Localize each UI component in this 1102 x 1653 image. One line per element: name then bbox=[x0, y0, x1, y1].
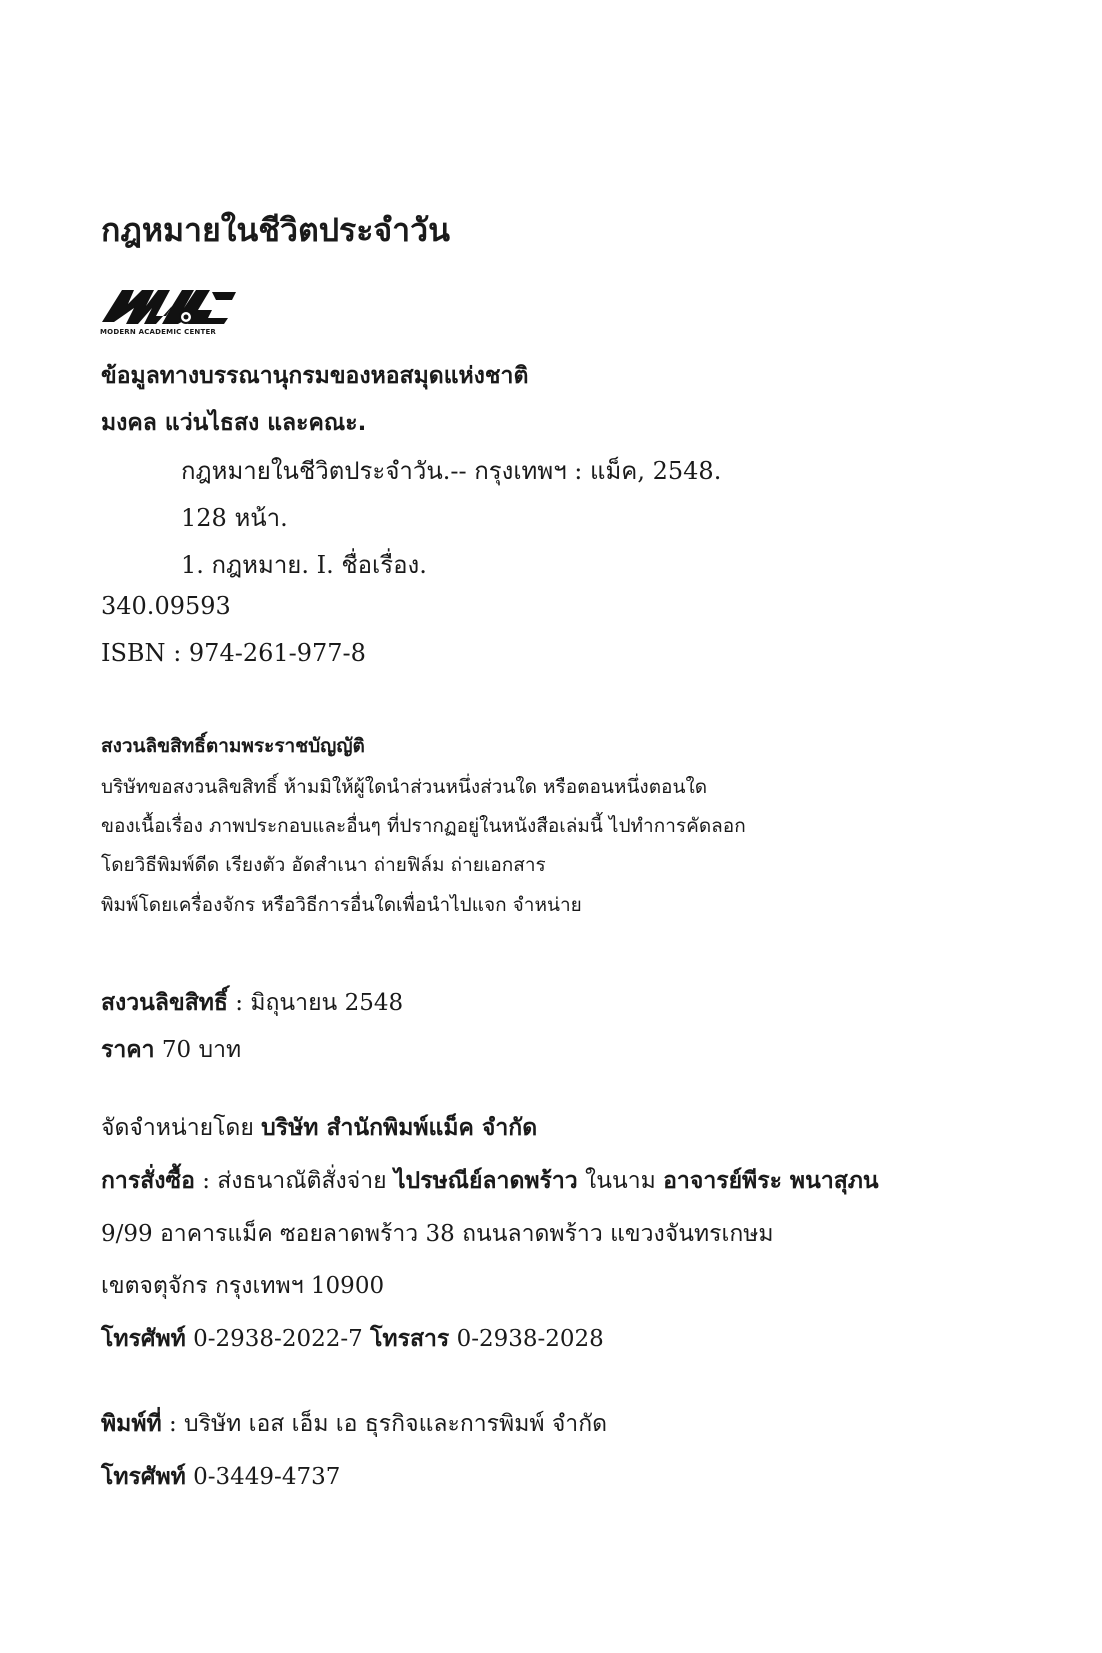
price-value: 70 บาท bbox=[154, 1037, 242, 1063]
copyright-date-value: : มิถุนายน 2548 bbox=[227, 990, 404, 1016]
catalog-title-line: กฎหมายในชีวิตประจำวัน.-- กรุงเทพฯ : แม็ค, 2548. bbox=[181, 457, 722, 485]
order-payee: อาจารย์พีระ พนาสุภน bbox=[663, 1168, 879, 1194]
printer-name: : บริษัท เอส เอ็ม เอ ธุรกิจและการพิมพ์ จำกัด bbox=[161, 1411, 608, 1437]
catalog-heading: ข้อมูลทางบรรณานุกรมของหอสมุดแห่งชาติ bbox=[101, 363, 529, 389]
order-label: การสั่งซื้อ bbox=[101, 1168, 195, 1194]
catalog-classification: 340.09593 bbox=[101, 592, 231, 620]
distributor-contact bbox=[101, 1321, 604, 1357]
price-label: ราคา bbox=[101, 1037, 155, 1063]
copyright-line: ของเนื้อเรื่อง ภาพประกอบและอื่นๆ ที่ปรากฏอยู่ในหนังสือเล่มนี้ ไปทำการคัดลอก bbox=[101, 815, 746, 837]
order-info bbox=[101, 1163, 879, 1199]
mac-logo-icon bbox=[100, 284, 238, 326]
copyright-date-label: สงวนลิขสิทธิ์ bbox=[101, 990, 228, 1016]
address-line-1: 9/99 อาคารแม็ค ซอยลาดพร้าว 38 ถนนลาดพร้าว แขวงจันทรเกษม bbox=[101, 1221, 774, 1247]
distributor-company: บริษัท สำนักพิมพ์แม็ค จำกัด bbox=[261, 1115, 538, 1141]
copyright-line: พิมพ์โดยเครื่องจักร หรือวิธีการอื่นใดเพื่อนำไปแจก จำหน่าย bbox=[101, 894, 582, 916]
catalog-author: มงคล แว่นไธสง และคณะ. bbox=[101, 410, 367, 436]
catalog-isbn: ISBN : 974-261-977-8 bbox=[101, 639, 366, 667]
price bbox=[101, 1032, 241, 1068]
publisher-logo bbox=[100, 284, 238, 336]
fax-value: 0-2938-2028 bbox=[449, 1326, 604, 1352]
phone-value: 0-2938-2022-7 bbox=[185, 1326, 371, 1352]
copyright-line: บริษัทขอสงวนลิขสิทธิ์ ห้ามมิให้ผู้ใดนำส่วนหนึ่งส่วนใด หรือตอนหนึ่งตอนใด bbox=[101, 776, 708, 798]
logo-tagline: MODERN ACADEMIC CENTER bbox=[100, 328, 217, 336]
order-text: : ส่งธนาณัติสั่งจ่าย bbox=[194, 1168, 394, 1194]
copyright-heading: สงวนลิขสิทธิ์ตามพระราชบัญญัติ bbox=[101, 735, 365, 757]
copyright-date bbox=[101, 985, 403, 1021]
order-mid: ในนาม bbox=[577, 1168, 664, 1194]
printer-phone-value: 0-3449-4737 bbox=[185, 1464, 341, 1490]
address-line-2: เขตจตุจักร กรุงเทพฯ 10900 bbox=[101, 1273, 385, 1299]
phone-label: โทรศัพท์ bbox=[101, 1326, 186, 1352]
book-title: กฎหมายในชีวิตประจำวัน bbox=[101, 211, 450, 249]
catalog-subjects: 1. กฎหมาย. I. ชื่อเรื่อง. bbox=[181, 551, 427, 579]
distributor bbox=[101, 1110, 537, 1146]
printer-contact bbox=[101, 1459, 340, 1495]
fax-label: โทรสาร bbox=[370, 1326, 450, 1352]
order-post-office: ไปรษณีย์ลาดพร้าว bbox=[393, 1168, 578, 1194]
distributor-prefix: จัดจำหน่ายโดย bbox=[101, 1115, 262, 1141]
printer-info bbox=[101, 1406, 607, 1442]
copyright-line: โดยวิธีพิมพ์ดีด เรียงตัว อัดสำเนา ถ่ายฟิล์ม ถ่ายเอกสาร bbox=[101, 854, 546, 876]
printer-phone-label: โทรศัพท์ bbox=[101, 1464, 186, 1490]
printer-label: พิมพ์ที่ bbox=[101, 1411, 162, 1437]
catalog-pages: 128 หน้า. bbox=[181, 504, 288, 532]
